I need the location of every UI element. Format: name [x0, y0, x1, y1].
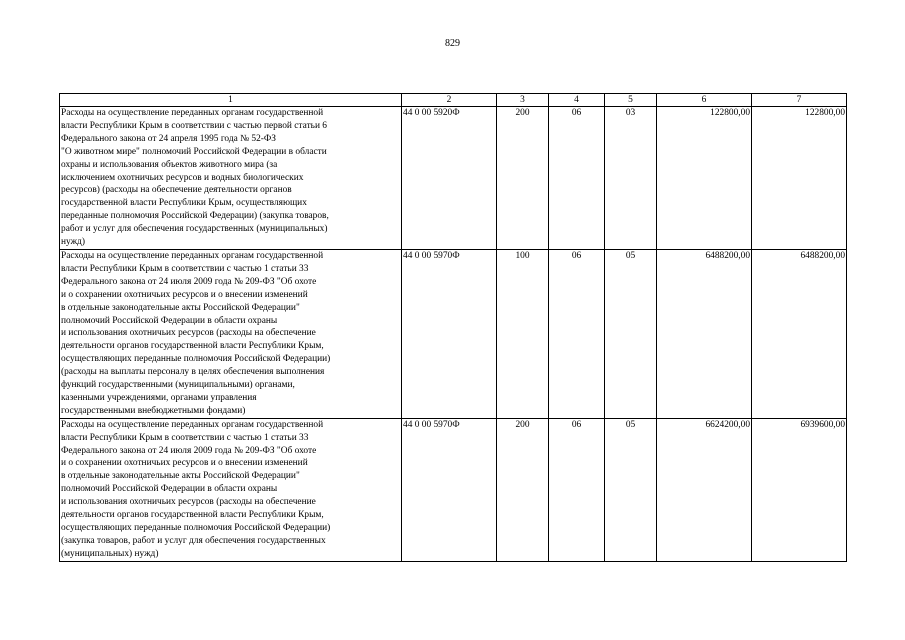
column-header-1: 1	[60, 94, 402, 107]
page-number: 829	[445, 38, 460, 49]
column-header-7: 7	[752, 94, 847, 107]
row-description: Расходы на осуществление переданных органам государственной власти Республики Крым в соответствии с частью 1 статьи 33 Федерального закона от 24 июля 2009 года № 209-ФЗ "Об охоте и о сохранении охотничьих ресурсов и о внесении изменений в отдельные законодательные акты Российской Федерации" полномочий Российской Федерации в области охраны и использования охотничьих ресурсов (расходы на обеспечение деятельности органов государственной власти Республики Крым, осуществляющих переданные полномочия Российской Федерации) (закупка товаров, работ и услуг для обеспечения государственных (муниципальных) нужд)	[60, 418, 402, 561]
table-row	[60, 107, 847, 250]
budget-table	[59, 93, 847, 562]
column-header-6: 6	[657, 94, 752, 107]
table-header-row	[60, 94, 847, 107]
table-row	[60, 249, 847, 418]
row-amount-col6: 6624200,00	[657, 418, 752, 561]
column-header-4: 4	[549, 94, 605, 107]
row-subsection: 05	[605, 418, 657, 561]
row-expense-type: 200	[497, 418, 549, 561]
row-section: 06	[549, 418, 605, 561]
row-expense-type: 100	[497, 249, 549, 418]
row-subsection: 05	[605, 249, 657, 418]
row-target-code: 44 0 00 5920Ф	[402, 107, 497, 250]
row-subsection: 03	[605, 107, 657, 250]
row-amount-col6: 122800,00	[657, 107, 752, 250]
row-expense-type: 200	[497, 107, 549, 250]
column-header-3: 3	[497, 94, 549, 107]
row-section: 06	[549, 107, 605, 250]
row-amount-col6: 6488200,00	[657, 249, 752, 418]
row-target-code: 44 0 00 5970Ф	[402, 249, 497, 418]
row-section: 06	[549, 249, 605, 418]
row-amount-col7: 6488200,00	[752, 249, 847, 418]
row-description: Расходы на осуществление переданных органам государственной власти Республики Крым в соответствии с частью 1 статьи 33 Федерального закона от 24 июля 2009 года № 209-ФЗ "Об охоте и о сохранении охотничьих ресурсов и о внесении изменений в отдельные законодательные акты Российской Федерации" полномочий Российской Федерации в области охраны и использования охотничьих ресурсов (расходы на обеспечение деятельности органов государственной власти Республики Крым, осуществляющих переданные полномочия Российской Федерации) (расходы на выплаты персоналу в целях обеспечения выполнения функций государственными (муниципальными) органами, казенными учреждениями, органами управления государственными внебюджетными фондами)	[60, 249, 402, 418]
table-row	[60, 418, 847, 561]
column-header-2: 2	[402, 94, 497, 107]
row-description: Расходы на осуществление переданных органам государственной власти Республики Крым в соответствии с частью первой статьи 6 Федерального закона от 24 апреля 1995 года № 52-ФЗ "О животном мире" полномочий Российской Федерации в области охраны и использования объектов животного мира (за исключением охотничьих ресурсов и водных биологических ресурсов) (расходы на обеспечение деятельности органов государственной власти Республики Крым, осуществляющих переданные полномочия Российской Федерации) (закупка товаров, работ и услуг для обеспечения государственных (муниципальных) нужд)	[60, 107, 402, 250]
row-amount-col7: 122800,00	[752, 107, 847, 250]
column-header-5: 5	[605, 94, 657, 107]
row-amount-col7: 6939600,00	[752, 418, 847, 561]
row-target-code: 44 0 00 5970Ф	[402, 418, 497, 561]
